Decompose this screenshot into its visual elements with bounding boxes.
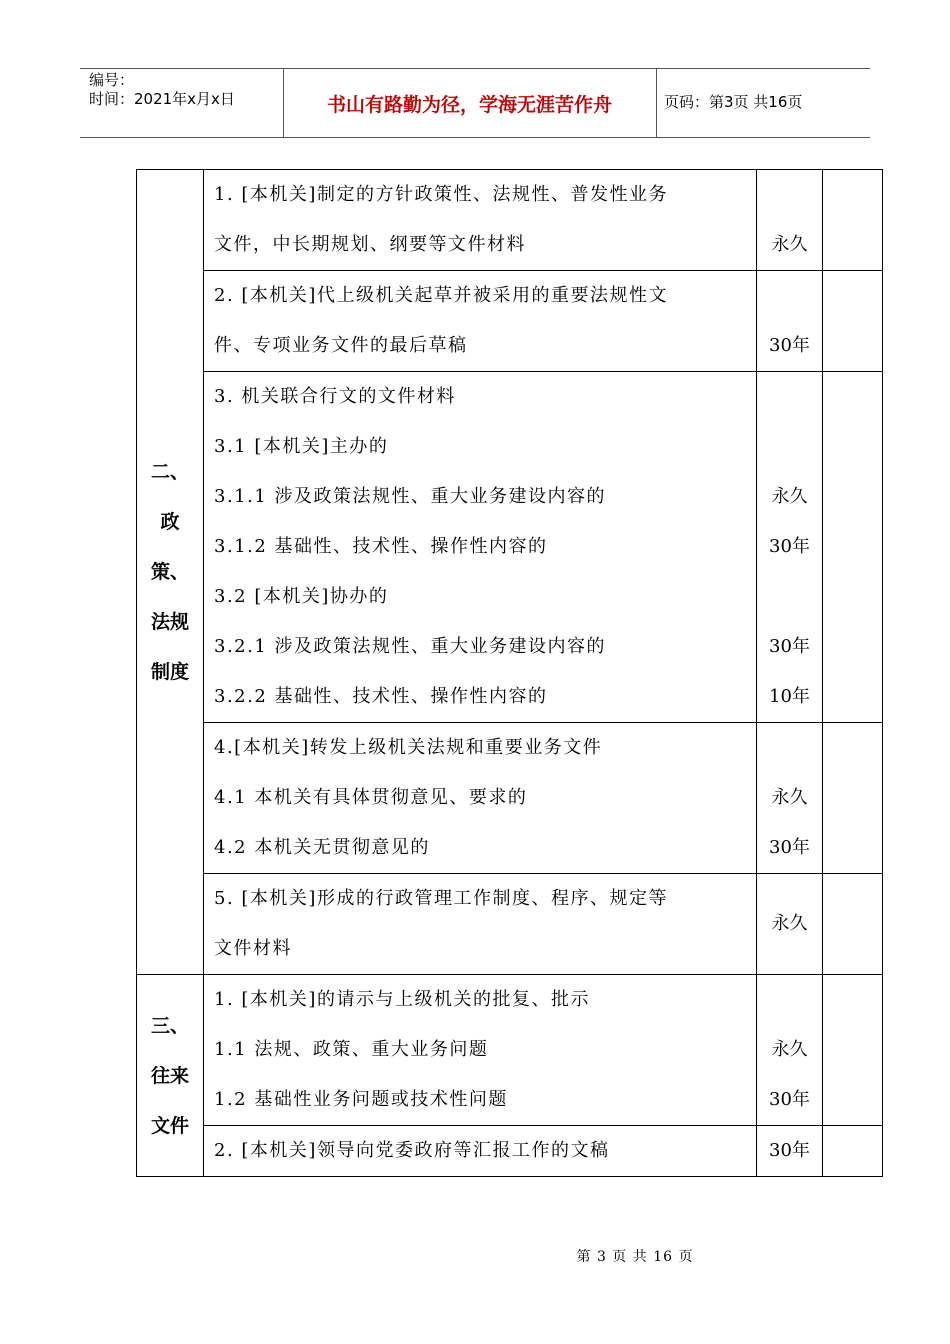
page-footer: 第 3 页 共 16 页: [576, 1249, 694, 1265]
item-description-cell: [204, 170, 757, 271]
item-line: 文件，中长期规划、纲要等文件材料: [214, 234, 526, 255]
item-line: 2. [本机关]领导向党委政府等汇报工作的文稿: [214, 1140, 610, 1161]
item-description-cell: [204, 372, 757, 723]
category-cell: [137, 975, 204, 1177]
retention-period-cell: [757, 723, 823, 874]
retention-period: 永久: [771, 1039, 808, 1060]
item-line: 3.1.1 涉及政策法规性、重大业务建设内容的: [214, 486, 607, 507]
date-line: 时间：2021年x月x日: [89, 90, 235, 108]
header-divider: [656, 69, 657, 137]
item-line: 3.2.2 基础性、技术性、操作性内容的: [214, 686, 548, 707]
serial-label: 编号：: [89, 71, 135, 89]
retention-period: 30年: [769, 1089, 810, 1110]
category-label: 政: [160, 511, 180, 533]
table-row: [137, 170, 883, 271]
retention-period: [757, 572, 822, 622]
category-label: 三、: [150, 1014, 189, 1037]
header-page-info: 页码：第3页 共16页: [664, 93, 803, 111]
category-cell: [137, 170, 204, 975]
retention-period-cell: [757, 372, 823, 723]
category-label: 法规: [150, 611, 189, 633]
retention-period: 30年: [769, 1140, 810, 1161]
retention-period-cell: [757, 1126, 823, 1177]
retention-period-cell: [757, 170, 823, 271]
item-line: 4.[本机关]转发上级机关法规和重要业务文件: [214, 737, 603, 758]
remarks-cell: [823, 1126, 883, 1177]
remarks-cell: [823, 271, 883, 372]
item-line: 5. [本机关]形成的行政管理工作制度、程序、规定等: [214, 888, 668, 909]
category-label: 制度: [150, 661, 189, 683]
retention-period: 30年: [769, 536, 810, 557]
item-line: 件、专项业务文件的最后草稿: [214, 335, 468, 356]
retention-period: 30年: [769, 636, 810, 657]
remarks-cell: [823, 975, 883, 1126]
retention-period: 永久: [771, 486, 808, 507]
item-line: 4.2 本机关无贯彻意见的: [214, 837, 430, 858]
item-line: 1.1 法规、政策、重大业务问题: [214, 1039, 489, 1060]
retention-period: [757, 975, 822, 1025]
category-label: 文件: [150, 1114, 189, 1137]
item-line: 3.1.2 基础性、技术性、操作性内容的: [214, 536, 548, 557]
item-line: 1.2 基础性业务问题或技术性问题: [214, 1089, 508, 1110]
retention-period-cell: [757, 874, 823, 975]
item-line: 1. [本机关]的请示与上级机关的批复、批示: [214, 989, 590, 1010]
retention-period: 30年: [769, 837, 810, 858]
item-line: 3.2 [本机关]协办的: [214, 586, 389, 607]
retention-period: [757, 271, 822, 321]
header-meta: [89, 71, 235, 109]
item-line: 2. [本机关]代上级机关起草并被采用的重要法规性文: [214, 285, 668, 306]
remarks-cell: [823, 723, 883, 874]
retention-period: [757, 723, 822, 773]
header-motto: 书山有路勤为径，学海无涯苦作舟: [326, 93, 612, 116]
item-description-cell: [204, 975, 757, 1126]
document-header: [80, 68, 870, 138]
table-row: [137, 975, 883, 1126]
remarks-cell: [823, 170, 883, 271]
retention-period: 30年: [769, 335, 810, 356]
retention-period: [757, 372, 822, 422]
table-row: [137, 271, 883, 372]
item-line: 1. [本机关]制定的方针政策性、法规性、普发性业务: [214, 184, 668, 205]
category-label: 二、: [150, 461, 189, 483]
retention-period: [757, 170, 822, 220]
item-line: 文件材料: [214, 938, 292, 959]
retention-period: 永久: [771, 234, 808, 255]
table-row: [137, 874, 883, 975]
item-description-cell: [204, 723, 757, 874]
item-line: 3. 机关联合行文的文件材料: [214, 386, 456, 407]
table-row: [137, 723, 883, 874]
remarks-cell: [823, 372, 883, 723]
retention-period: 10年: [769, 686, 810, 707]
category-label: 往来: [150, 1064, 189, 1087]
table-row: [137, 372, 883, 723]
table-row: [137, 1126, 883, 1177]
item-line: 3.1 [本机关]主办的: [214, 436, 389, 457]
item-line: 4.1 本机关有具体贯彻意见、要求的: [214, 787, 528, 808]
retention-period-cell: [757, 271, 823, 372]
retention-table: [136, 169, 883, 1177]
retention-period: 永久: [771, 913, 808, 934]
item-description-cell: [204, 271, 757, 372]
item-description-cell: [204, 874, 757, 975]
retention-period: 永久: [771, 787, 808, 808]
retention-period-cell: [757, 975, 823, 1126]
item-line: 3.2.1 涉及政策法规性、重大业务建设内容的: [214, 636, 607, 657]
category-label: 策、: [150, 561, 189, 583]
item-description-cell: [204, 1126, 757, 1177]
retention-period: [757, 422, 822, 472]
remarks-cell: [823, 874, 883, 975]
